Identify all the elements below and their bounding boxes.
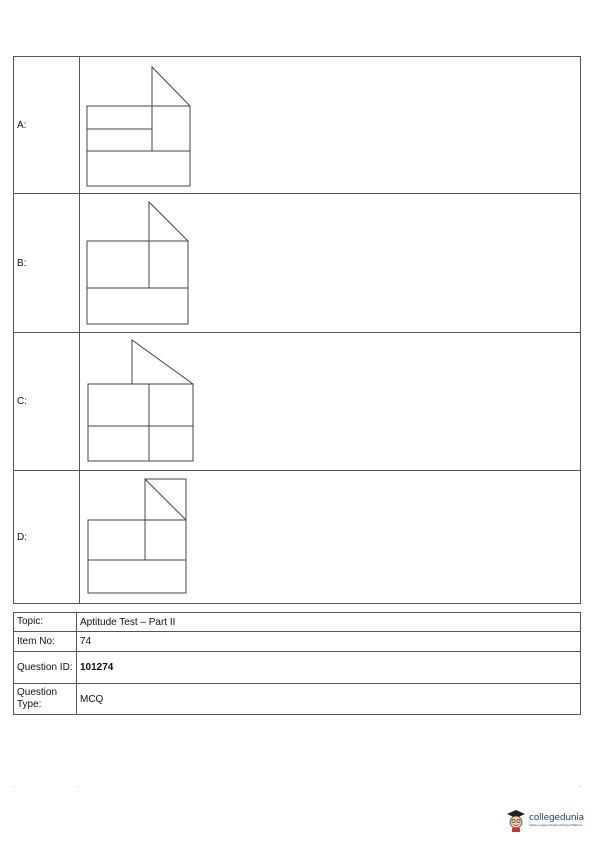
answer-options-table xyxy=(13,56,581,604)
option-row-d xyxy=(14,471,581,604)
option-row-a xyxy=(14,57,581,194)
option-label: A: xyxy=(14,57,80,194)
option-figure-cell xyxy=(80,333,581,471)
topic-value: Aptitude Test – Part II xyxy=(77,613,581,632)
option-figure-cell xyxy=(80,57,581,194)
meta-row-question-type xyxy=(14,684,581,715)
meta-row-topic xyxy=(14,613,581,632)
option-row-c xyxy=(14,333,581,471)
meta-row-item-no xyxy=(14,632,581,652)
page-dot: . xyxy=(13,783,15,789)
option-c-figure xyxy=(80,333,280,470)
question-id-value: 101274 xyxy=(77,652,581,684)
option-a-figure xyxy=(80,57,280,193)
question-id-key: Question ID: xyxy=(14,652,77,684)
question-type-value: MCQ xyxy=(77,684,581,715)
option-figure-cell xyxy=(80,471,581,604)
option-figure-cell xyxy=(80,194,581,333)
page-dot: . xyxy=(579,783,581,789)
item-no-key: Item No: xyxy=(14,632,77,652)
option-b-figure xyxy=(80,194,280,332)
option-label: D: xyxy=(14,471,80,604)
topic-key: Topic: xyxy=(14,613,77,632)
option-label: C: xyxy=(14,333,80,471)
question-meta-table xyxy=(13,612,581,715)
option-row-b xyxy=(14,194,581,333)
meta-row-question-id xyxy=(14,652,581,684)
graduate-mascot-icon xyxy=(505,808,527,832)
collegedunia-logo xyxy=(505,808,584,832)
option-label: B: xyxy=(14,194,80,333)
option-d-figure xyxy=(80,471,280,603)
page-dot: . xyxy=(77,783,79,789)
question-type-key: Question Type: xyxy=(14,684,77,715)
item-no-value: 74 xyxy=(77,632,581,652)
brand-name: collegedunia xyxy=(529,813,584,823)
brand-tagline: India's Largest Student Review Platform xyxy=(529,823,583,827)
